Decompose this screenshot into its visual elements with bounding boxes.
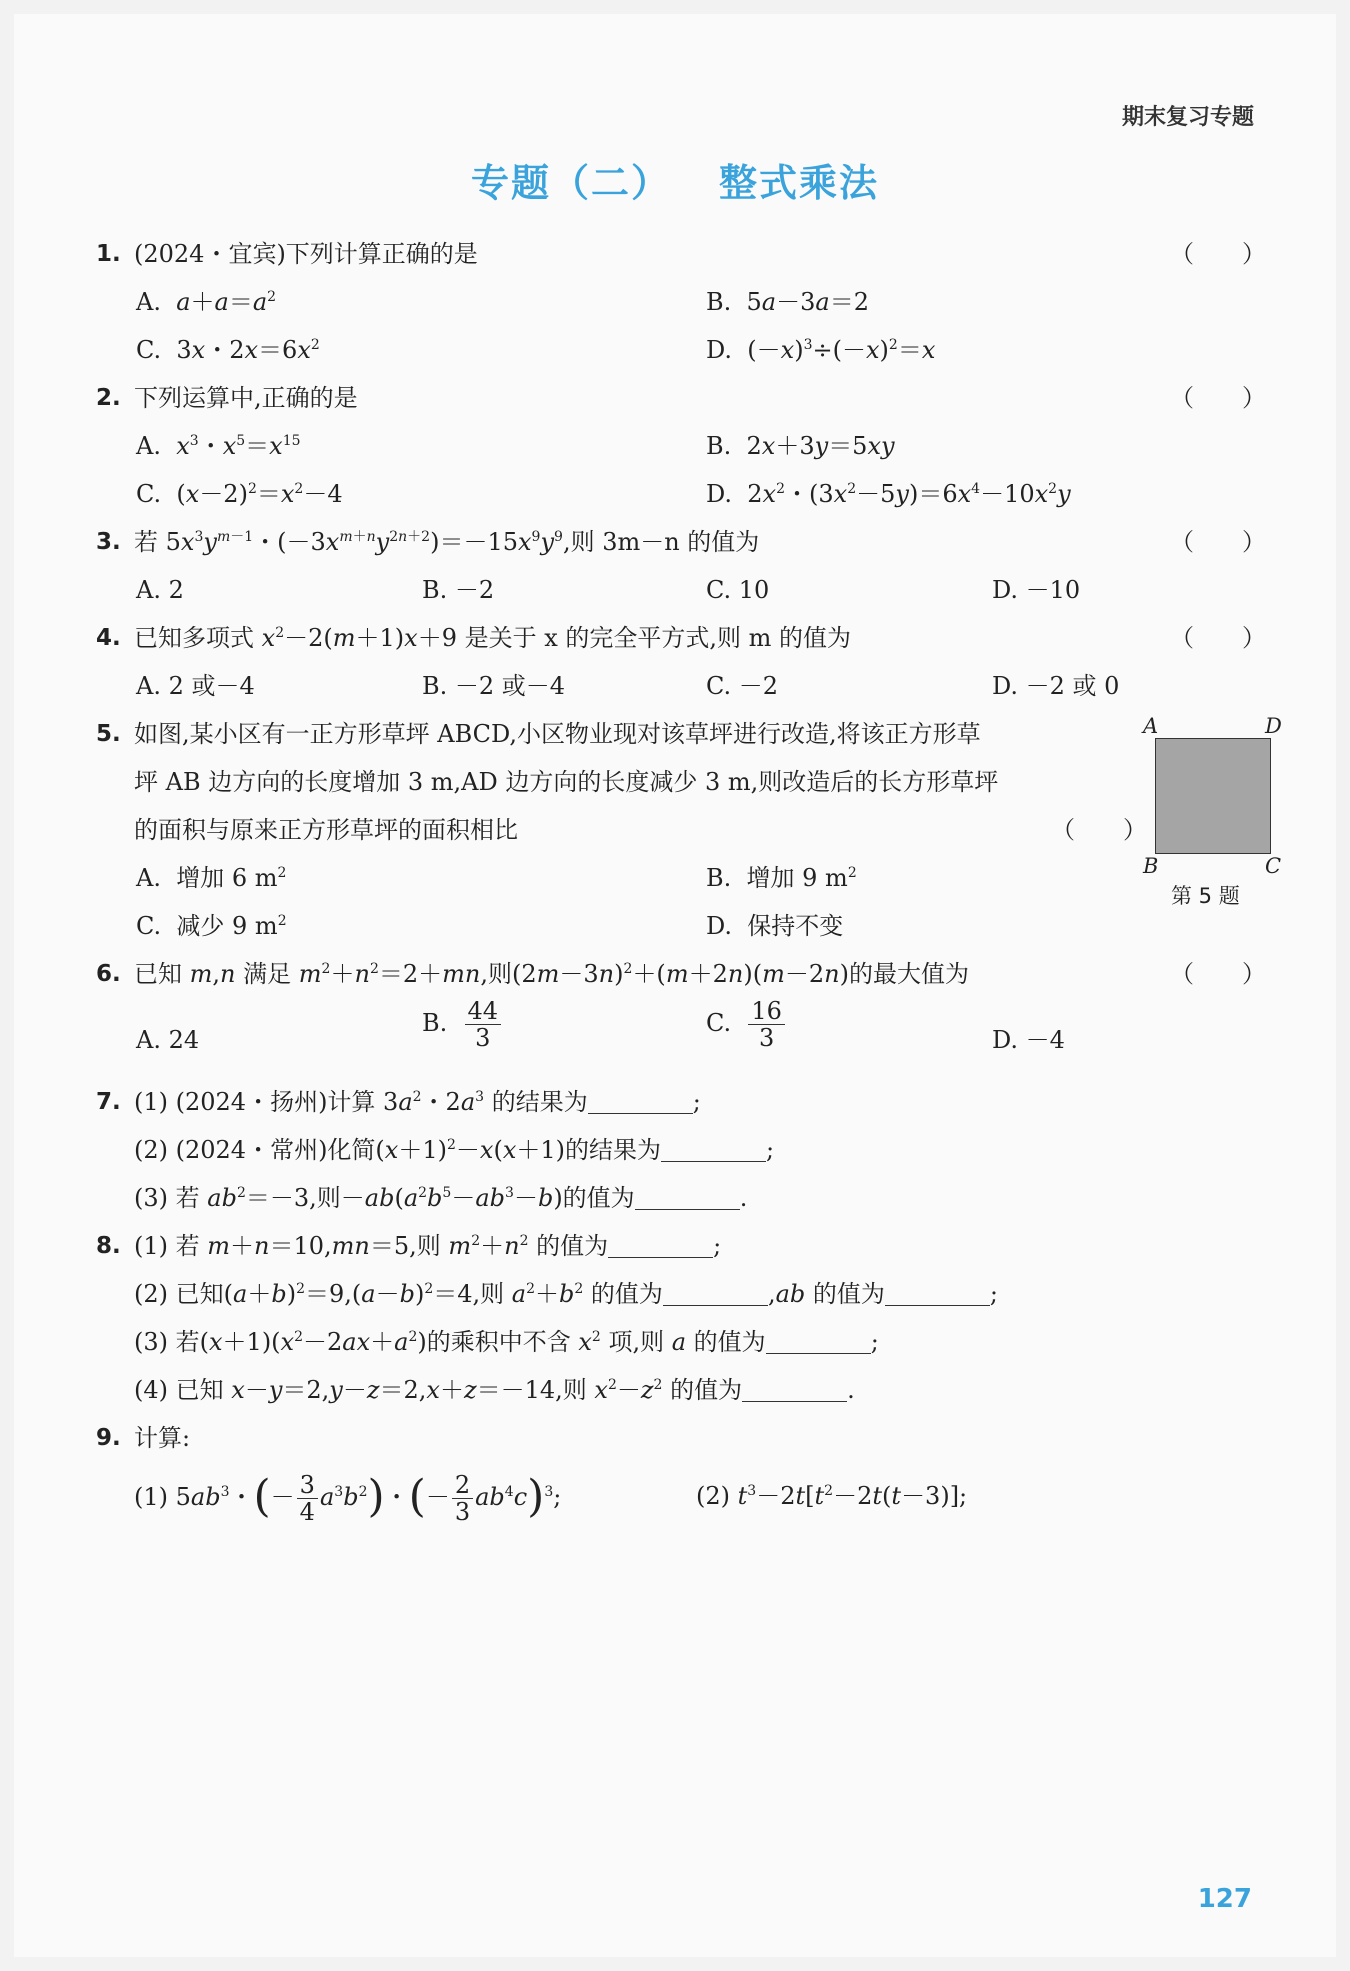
question-stem-line: 的面积与原来正方形草坪的面积相比 xyxy=(134,816,518,844)
options-row xyxy=(96,326,1276,374)
option-a: A. 24 xyxy=(136,1026,200,1054)
question-number: 6. xyxy=(96,961,121,987)
question-number: 1. xyxy=(96,241,121,267)
answer-parentheses: （ ） xyxy=(1170,384,1266,412)
question-stem: 已知 m,n 满足 $m^2+n^2=2+mn$,则$(2m-3n)^2+(m+2n)(m-2n)$的最大值为 xyxy=(134,960,969,988)
question-9-parts xyxy=(96,1462,1276,1544)
options-row xyxy=(96,662,1276,710)
question-3 xyxy=(96,518,1276,566)
fraction: $\frac{44}{3}$ xyxy=(465,998,502,1051)
question-stem-line: 坪 AB 边方向的长度增加 3 m,AD 边方向的长度减少 3 m,则改造后的长方形草坪 xyxy=(134,768,999,796)
page xyxy=(14,14,1336,1957)
option-c: C. 3x・$2x=6x^2$ xyxy=(136,336,320,364)
question-stem-line: 如图,某小区有一正方形草坪 ABCD,小区物业现对该草坪进行改造,将该正方形草 xyxy=(134,720,981,748)
answer-blank xyxy=(742,1373,847,1402)
answer-blank xyxy=(885,1277,990,1306)
question-stem: 下列运算中,正确的是 xyxy=(134,384,358,412)
question-number: 5. xyxy=(96,721,121,747)
option-c: C. 减少 9 $m^2$ xyxy=(136,912,287,940)
question-8-sub xyxy=(96,1366,1276,1414)
question-2 xyxy=(96,374,1276,422)
question-8-sub xyxy=(96,1318,1276,1366)
title-part2: 整式乘法 xyxy=(719,161,880,205)
page-number: 127 xyxy=(1197,1884,1252,1914)
square-lawn xyxy=(1155,738,1271,854)
sub-question: (1) 若 m＋n＝10,mn＝5,则 $m^2+n^2$ 的值为 ; xyxy=(134,1222,721,1270)
answer-blank xyxy=(766,1325,871,1354)
options-row xyxy=(96,278,1276,326)
answer-blank xyxy=(661,1133,766,1162)
question-number: 3. xyxy=(96,529,121,555)
option-b: B. $\frac{44}{3}$ xyxy=(422,998,503,1051)
sub-question-2: (2) $t^3-2t[t^2-2t(t-3)]$; xyxy=(696,1482,968,1510)
question-4 xyxy=(96,614,1276,662)
question-number: 9. xyxy=(96,1425,121,1451)
option-d: D. $(-x)^3\div(-x)^2=x$ xyxy=(706,336,936,364)
vertex-label-c: C xyxy=(1265,854,1282,878)
question-number: 4. xyxy=(96,625,121,651)
question-number: 8. xyxy=(96,1233,121,1259)
option-c: C. －2 xyxy=(706,672,779,700)
sub-question: (3) 若$(x+1)(x^2-2ax+a^2)$的乘积中不含 $x^2$ 项,则 a 的值为 ; xyxy=(134,1318,879,1366)
sub-question: (4) 已知 x－y＝2,y－z＝2,x＋z＝－14,则 $x^2-z^2$ 的值为 . xyxy=(134,1366,855,1414)
vertex-label-b: B xyxy=(1143,854,1159,878)
option-d: D. －10 xyxy=(992,576,1081,604)
option-b: B. －2 xyxy=(422,576,495,604)
fraction: $\frac{16}{3}$ xyxy=(748,998,785,1051)
answer-parentheses: （ ） xyxy=(1170,960,1266,988)
page-title xyxy=(14,152,1336,207)
answer-blank xyxy=(635,1181,740,1210)
question-stem: 若 $5x^3y^{m-1}$・$(-3x^{m+n}y^{2n+2})=-15x^9y^9$,则 3m－n 的值为 xyxy=(134,528,760,556)
question-number: 2. xyxy=(96,385,121,411)
sub-question: (2) 已知$(a+b)^2=9,(a-b)^2=4$,则 $a^2+b^2$ 的值为 ,ab 的值为 ; xyxy=(134,1270,998,1318)
options-row xyxy=(96,566,1276,614)
option-c: C. 10 xyxy=(706,576,770,604)
question-stem: (2024・宜宾)下列计算正确的是 xyxy=(134,240,478,268)
section-label: 期末复习专题 xyxy=(1121,105,1254,130)
question-8 xyxy=(96,1222,1276,1270)
answer-parentheses: （ ） xyxy=(1170,528,1266,556)
question-stem: 计算: xyxy=(134,1424,191,1452)
option-b: B. 增加 9 $m^2$ xyxy=(706,864,857,892)
question-6 xyxy=(96,950,1276,998)
question-5-figure xyxy=(1143,714,1282,914)
question-stem: 已知多项式 $x^2-2(m+1)x+9$ 是关于 x 的完全平方式,则 m 的值为 xyxy=(134,624,852,652)
vertex-label-d: D xyxy=(1265,714,1282,738)
sub-question: (3) 若 $ab^2=-3$,则$-ab(a^2b^5-ab^3-b)$的值为 . xyxy=(134,1174,747,1222)
option-b: B. 5a－3a＝2 xyxy=(706,288,869,316)
option-b: B. 2x＋3y＝5xy xyxy=(706,432,895,460)
option-a: A. 2 或－4 xyxy=(136,672,255,700)
option-d: D. －2 或 0 xyxy=(992,672,1120,700)
answer-blank xyxy=(663,1277,768,1306)
answer-blank xyxy=(608,1229,713,1258)
question-7-sub xyxy=(96,1126,1276,1174)
questions xyxy=(96,230,1276,1544)
question-7-sub xyxy=(96,1174,1276,1222)
sub-question: (1) (2024・扬州)计算 $3a^2$・$2a^3$ 的结果为 ; xyxy=(134,1078,701,1126)
sub-question-1: (1) $5ab^3$・(－ $\frac{3}{4}$ $a^3b^2$)・(－ $\frac{2}{3}$ $ab^4c)^3$; xyxy=(134,1471,562,1526)
question-5-cont xyxy=(96,806,1276,854)
answer-parentheses: （ ） xyxy=(1170,624,1266,652)
option-c: C. $\frac{16}{3}$ xyxy=(706,998,787,1051)
answer-parentheses: （ ） xyxy=(1051,816,1147,844)
option-d: D. $2x^2$・$(3x^2-5y)=6x^4-10x^2y$ xyxy=(706,480,1071,508)
answer-blank xyxy=(588,1085,693,1114)
question-7 xyxy=(96,1078,1276,1126)
option-a: A. $a+a=a^2$ xyxy=(136,288,277,316)
vertex-label-a: A xyxy=(1143,714,1159,738)
question-9 xyxy=(96,1414,1276,1462)
question-number: 7. xyxy=(96,1089,121,1115)
title-part1: 专题（二） xyxy=(470,161,671,205)
question-8-sub xyxy=(96,1270,1276,1318)
question-5 xyxy=(96,710,1276,758)
option-a: A. $x^3$・$x^5=x^{15}$ xyxy=(136,432,301,460)
question-5-cont xyxy=(96,758,1276,806)
option-d: D. 保持不变 xyxy=(706,912,844,940)
options-row xyxy=(96,902,1276,950)
options-row xyxy=(96,470,1276,518)
options-row xyxy=(96,422,1276,470)
options-row xyxy=(96,854,1276,902)
options-row xyxy=(96,998,1276,1078)
option-d: D. －4 xyxy=(992,1026,1065,1054)
question-1 xyxy=(96,230,1276,278)
sub-question: (2) (2024・常州)化简$(x+1)^2-x(x+1)$的结果为 ; xyxy=(134,1126,774,1174)
option-a: A. 2 xyxy=(136,576,184,604)
option-b: B. －2 或－4 xyxy=(422,672,566,700)
figure-caption: 第 5 题 xyxy=(1171,884,1240,908)
answer-parentheses: （ ） xyxy=(1170,240,1266,268)
option-a: A. 增加 6 $m^2$ xyxy=(136,864,287,892)
option-c: C. $(x-2)^2=x^2-4$ xyxy=(136,480,343,508)
